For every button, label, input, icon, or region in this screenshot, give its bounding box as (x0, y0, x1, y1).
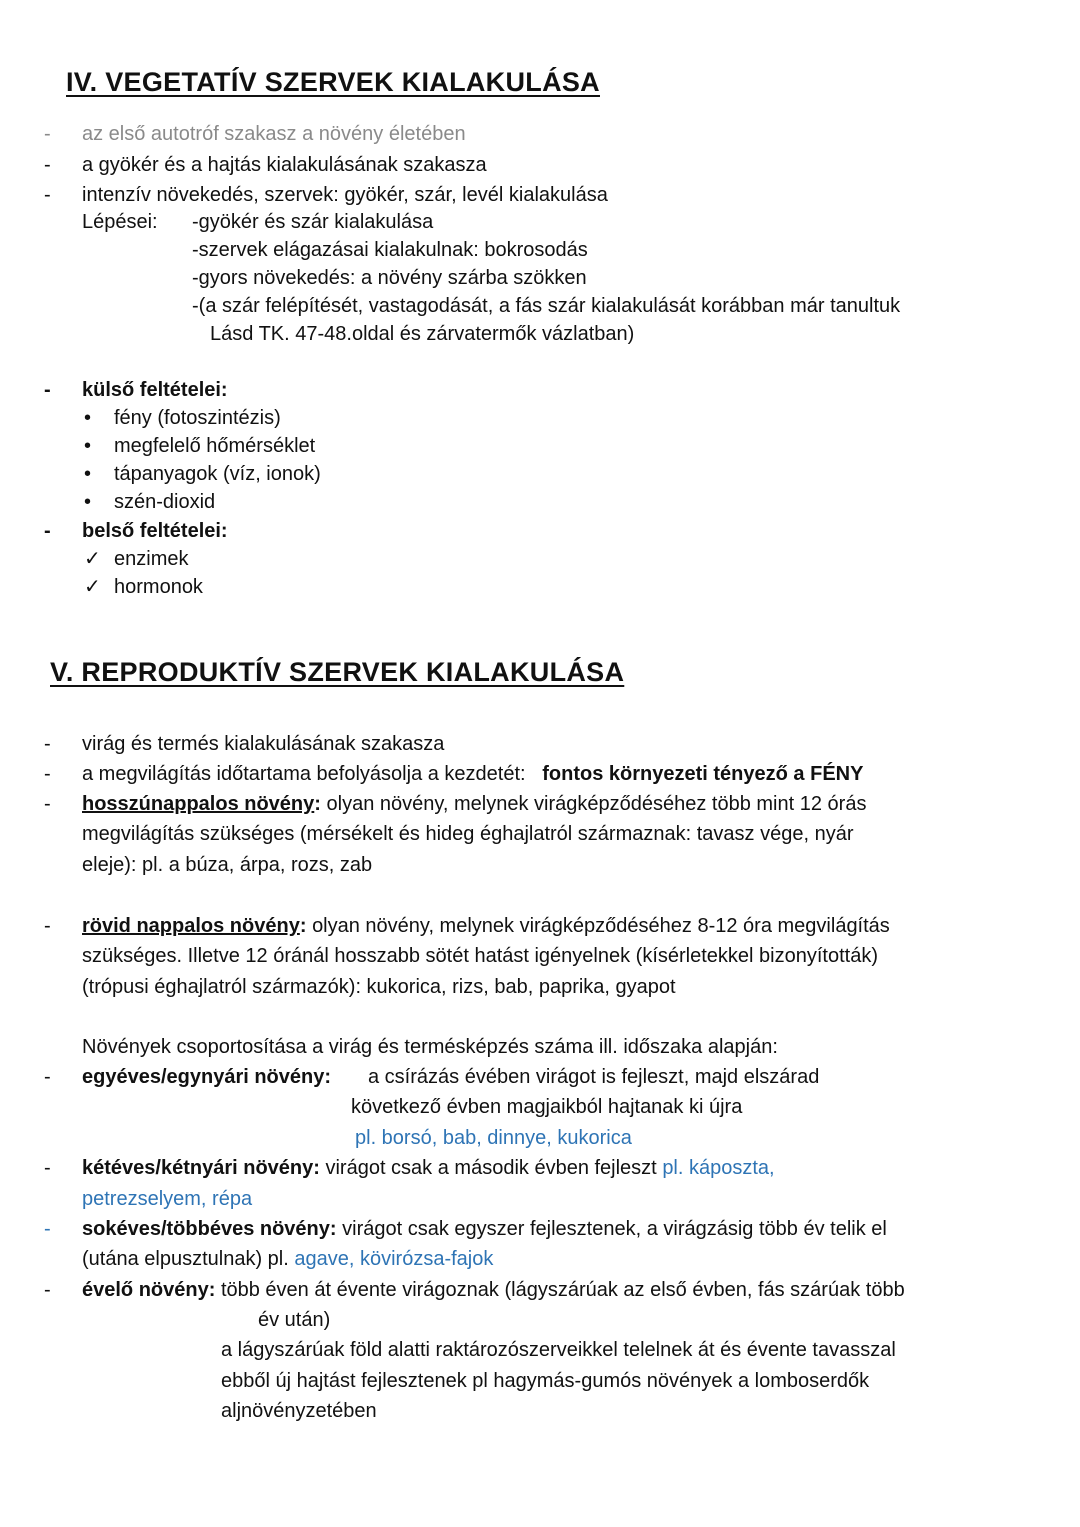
step: -gyökér és szár kialakulása (192, 211, 434, 233)
text-line: következő évben magjaikból hajtanak ki újra (351, 1096, 743, 1118)
section-5-title: V. REPRODUKTÍV SZERVEK KIALAKULÁSA (50, 657, 625, 687)
check-icon: ✓ (84, 576, 101, 598)
step: -(a szár felépítését, vastagodását, a fás szár kialakulását korábban már tanultuk (192, 295, 901, 317)
text-line: ebből új hajtást fejlesztenek pl hagymás-gumós növények a lomboserdők (221, 1370, 870, 1392)
text-line: aljnövényzetében (221, 1400, 377, 1422)
step: -szervek elágazásai kialakulnak: bokrosodás (192, 239, 588, 261)
examples: petrezselyem, répa (82, 1188, 253, 1210)
section-4-title: IV. VEGETATÍV SZERVEK KIALAKULÁSA (66, 67, 600, 97)
text-line: év után) (258, 1309, 331, 1331)
step: -gyors növekedés: a növény szárba szökken (192, 267, 587, 289)
steps-label: Lépései: (82, 211, 158, 233)
step: Lásd TK. 47-48.oldal és zárvatermők vázlatban) (210, 323, 635, 345)
text-line: (trópusi éghajlatról származók): kukorica, rizs, bab, paprika, gyapot (82, 976, 676, 998)
text-line: (utána elpusztulnak) pl. agave, kövirózsa-fajok (82, 1248, 494, 1270)
text-line: megvilágítás szükséges (mérsékelt és hideg éghajlatról származnak: tavasz vége, nyár (82, 823, 854, 845)
grouping-intro: Növények csoportosítása a virág és termésképzés száma ill. időszaka alapján: (82, 1036, 778, 1058)
check-icon: ✓ (84, 548, 101, 570)
text-line: eleje): pl. a búza, árpa, rozs, zab (82, 854, 373, 876)
text-line: szükséges. Illetve 12 óránál hosszabb sötét hatást igényelnek (kísérletekkel bizonyították) (82, 945, 878, 967)
examples: pl. borsó, bab, dinnye, kukorica (355, 1127, 632, 1149)
text-line: a lágyszárúak föld alatti raktározószerveikkel telelnek át és évente tavasszal (221, 1339, 896, 1361)
